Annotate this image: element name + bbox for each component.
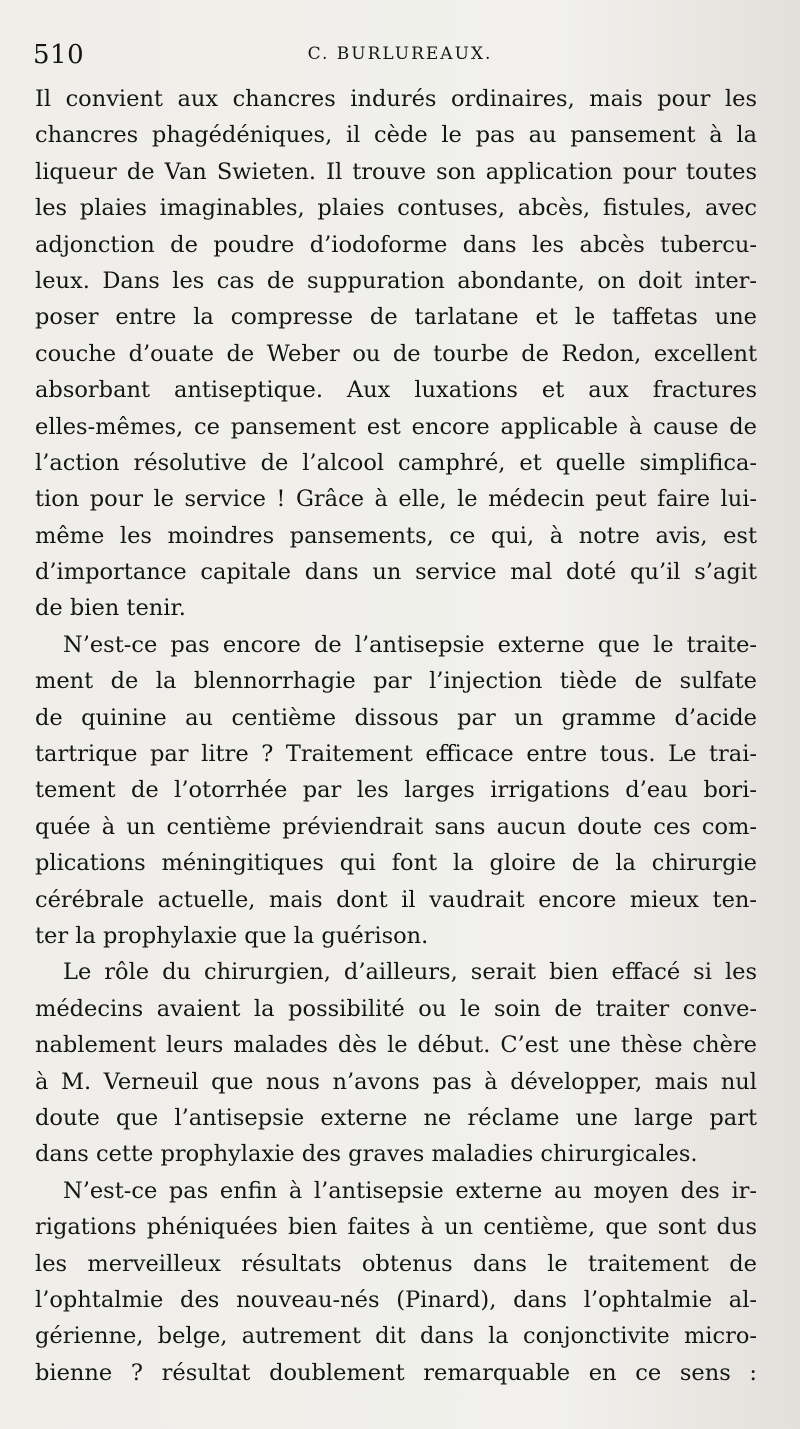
text-line: liqueur de Van Swieten. Il trouve son application pour toutes — [35, 158, 757, 185]
text-line: d’importance capitale dans un service mal doté qu’il s’agit — [35, 559, 757, 586]
running-head: C. BURLUREAUX. — [307, 44, 493, 64]
text-line: dans cette prophylaxie des graves maladies chirurgicales. — [35, 1141, 698, 1168]
page-header — [33, 38, 763, 72]
text-line: l’ophtalmie des nouveau-nés (Pinard), dans l’ophtalmie al- — [35, 1286, 757, 1313]
text-line: ment de la blennorrhagie par l’injection tiède de sulfate — [35, 668, 757, 695]
text-line: doute que l’antisepsie externe ne réclame une large part — [35, 1104, 757, 1131]
text-line: adjonction de poudre d’iodoforme dans les abcès tubercu- — [35, 231, 757, 258]
text-line: Il convient aux chancres indurés ordinaires, mais pour les — [35, 86, 757, 112]
text-line: nablement leurs malades dès le début. C’est une thèse chère — [35, 1032, 757, 1059]
body-text — [35, 81, 757, 1391]
text-line: N’est-ce pas enfin à l’antisepsie externe au moyen des ir- — [63, 1177, 757, 1204]
text-line: de bien tenir. — [35, 595, 186, 622]
text-line: médecins avaient la possibilité ou le soin de traiter conve- — [35, 995, 757, 1022]
text-line: couche d’ouate de Weber ou de tourbe de Redon, excellent — [35, 340, 757, 367]
text-line: plications méningitiques qui font la gloire de la chirurgie — [35, 850, 757, 877]
page-number: 510 — [33, 40, 85, 70]
text-line: chancres phagédéniques, il cède le pas au pansement à la — [35, 122, 757, 149]
text-line: tartrique par litre ? Traitement efficace entre tous. Le trai- — [35, 741, 757, 768]
text-line: ter la prophylaxie que la guérison. — [35, 922, 429, 949]
text-line: absorbant antiseptique. Aux luxations et aux fractures — [35, 377, 757, 404]
text-line: tion pour le service ! Grâce à elle, le médecin peut faire lui- — [35, 486, 757, 513]
text-line: bienne ? résultat doublement remarquable en ce sens : — [35, 1359, 757, 1386]
text-line: les merveilleux résultats obtenus dans le traitement de — [35, 1250, 757, 1277]
text-line: gérienne, belge, autrement dit dans la conjonctivite micro- — [35, 1323, 757, 1350]
text-line: l’action résolutive de l’alcool camphré, et quelle simplifica- — [35, 449, 757, 476]
text-line: quée à un centième préviendrait sans aucun doute ces com- — [35, 813, 757, 840]
text-line: poser entre la compresse de tarlatane et le taffetas une — [35, 304, 757, 331]
text-line: même les moindres pansements, ce qui, à notre avis, est — [35, 522, 757, 549]
text-line: rigations phéniquées bien faites à un centième, que sont dus — [35, 1214, 757, 1241]
text-line: de quinine au centième dissous par un gramme d’acide — [35, 704, 757, 731]
text-line: leux. Dans les cas de suppuration abondante, on doit inter- — [35, 267, 757, 294]
text-line: tement de l’otorrhée par les larges irrigations d’eau bori- — [35, 777, 757, 804]
text-line: à M. Verneuil que nous n’avons pas à développer, mais nul — [35, 1068, 757, 1095]
text-line: Le rôle du chirurgien, d’ailleurs, serait bien effacé si les — [63, 959, 757, 986]
text-line: N’est-ce pas encore de l’antisepsie externe que le traite- — [63, 631, 757, 658]
text-line: elles-mêmes, ce pansement est encore applicable à cause de — [35, 413, 757, 440]
text-line: cérébrale actuelle, mais dont il vaudrait encore mieux ten- — [35, 886, 757, 913]
text-line: les plaies imaginables, plaies contuses, abcès, fistules, avec — [35, 195, 757, 222]
